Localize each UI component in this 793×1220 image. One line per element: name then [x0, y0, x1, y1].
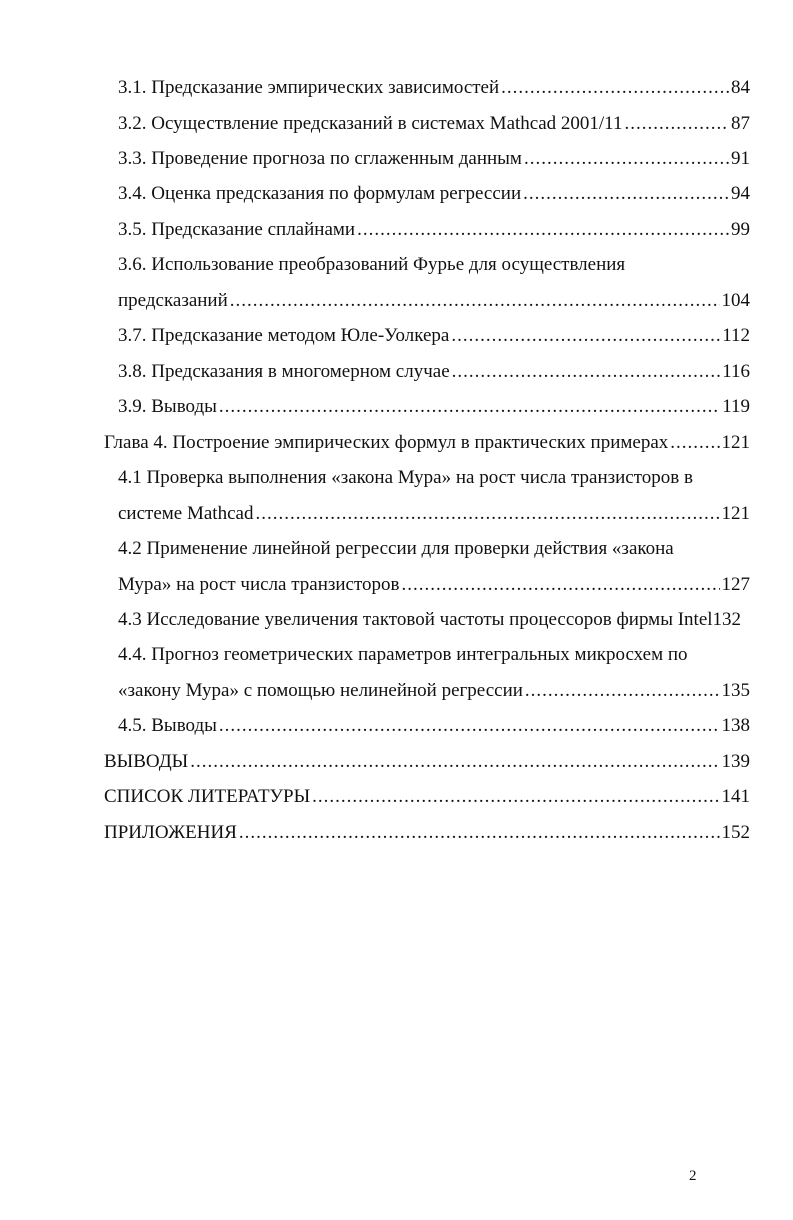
toc-entry-page: 116 — [722, 361, 750, 382]
toc-entry-page: 135 — [721, 680, 750, 701]
toc-leader-dots — [219, 395, 720, 419]
toc-entry[interactable] — [118, 502, 750, 526]
toc-entry[interactable] — [118, 147, 750, 171]
toc-entry-page: 138 — [721, 715, 750, 736]
toc-entry-title: 3.4. Оценка предсказания по формулам регрессии — [118, 183, 522, 204]
toc-entry-title-line2: системе Mathcad — [118, 503, 254, 524]
toc-leader-dots — [501, 76, 729, 100]
toc-entry-title-line1: 4.2 Применение линейной регрессии для проверки действия «закона — [118, 538, 674, 559]
toc-entry-title: 3.2. Осуществление предсказаний в системах Mathcad 2001/11 — [118, 113, 623, 134]
toc-entry[interactable] — [118, 608, 754, 632]
toc-leader-dots — [312, 785, 719, 809]
toc-leader-dots — [525, 679, 720, 703]
page-number: 2 — [689, 1168, 697, 1184]
toc-entry-page: 139 — [721, 751, 750, 772]
toc-entry-page: 121 — [721, 503, 750, 524]
toc-entry-title: 4.5. Выводы — [118, 715, 217, 736]
toc-entry-title-line1: 4.1 Проверка выполнения «закона Мура» на рост числа транзисторов в — [118, 467, 693, 488]
toc-entry-page: 99 — [731, 219, 750, 240]
toc-entry-page: 152 — [721, 822, 750, 843]
toc-entry-title: ВЫВОДЫ — [104, 751, 189, 772]
toc-entry-page: 141 — [721, 786, 750, 807]
toc-section-entry[interactable] — [104, 821, 750, 845]
toc-entry-page: 112 — [722, 325, 750, 346]
toc-entry-page: 84 — [731, 77, 750, 98]
toc-entry-title: 3.9. Выводы — [118, 396, 217, 417]
toc-entry[interactable] — [118, 573, 750, 597]
toc-entry-page: 94 — [731, 183, 750, 204]
toc-leader-dots — [190, 750, 719, 774]
toc-entry-title: 3.1. Предсказание эмпирических зависимостей — [118, 77, 500, 98]
toc-entry[interactable] — [118, 182, 750, 206]
toc-entry[interactable] — [118, 112, 750, 136]
toc-leader-dots — [624, 112, 729, 136]
toc-entry[interactable] — [118, 679, 750, 703]
toc-entry-title-line2: «закону Мура» с помощью нелинейной регрессии — [118, 680, 523, 701]
toc-entry-page: 121 — [721, 432, 750, 453]
toc-entry[interactable] — [118, 76, 750, 100]
toc-section-entry[interactable] — [104, 785, 750, 809]
toc-leader-dots — [524, 147, 729, 171]
toc-entry[interactable] — [118, 324, 750, 348]
toc-section-entry[interactable] — [104, 750, 750, 774]
toc-entry-title-line1: 4.4. Прогноз геометрических параметров интегральных микросхем по — [118, 644, 688, 665]
toc-leader-dots — [670, 431, 719, 455]
toc-chapter-entry[interactable] — [104, 431, 750, 455]
toc-entry-title: ПРИЛОЖЕНИЯ — [104, 822, 237, 843]
toc-entry-title: 3.7. Предсказание методом Юле-Уолкера — [118, 325, 450, 346]
toc-entry-title: Глава 4. Построение эмпирических формул в практических примерах — [104, 432, 669, 453]
toc-entry-title: 3.8. Предсказания в многомерном случае — [118, 361, 450, 382]
toc-entry-title: 4.3 Исследование увеличения тактовой частоты процессоров фирмы Intel — [118, 609, 713, 630]
toc-leader-dots — [402, 573, 720, 597]
toc-leader-dots — [452, 360, 721, 384]
toc-entry-page: 132 — [712, 609, 742, 630]
toc-entry-page: 91 — [731, 148, 750, 169]
toc-leader-dots — [219, 714, 720, 738]
toc-entry-page: 87 — [731, 113, 750, 134]
toc-leader-dots — [255, 502, 719, 526]
toc-entry-title-line2: Мура» на рост числа транзисторов — [118, 574, 400, 595]
toc-entry-title: СПИСОК ЛИТЕРАТУРЫ — [104, 786, 311, 807]
toc-entry-page: 127 — [721, 574, 750, 595]
toc-leader-dots — [451, 324, 720, 348]
toc-leader-dots — [230, 289, 720, 313]
toc-leader-dots — [357, 218, 729, 242]
toc-entry-title-line1: 3.6. Использование преобразований Фурье для осуществления — [118, 254, 626, 275]
toc-leader-dots — [239, 821, 720, 845]
toc-entry[interactable] — [118, 289, 750, 313]
toc-entry-page: 104 — [721, 290, 750, 311]
toc-entry[interactable] — [118, 395, 750, 419]
toc-entry[interactable] — [118, 714, 750, 738]
toc-entry-title: 3.5. Предсказание сплайнами — [118, 219, 356, 240]
toc-entry-page: 119 — [722, 396, 750, 417]
toc-leader-dots — [523, 182, 729, 206]
toc-entry[interactable] — [118, 218, 750, 242]
toc-entry[interactable] — [118, 360, 750, 384]
toc-entry-title-line2: предсказаний — [118, 290, 228, 311]
toc-entry-title: 3.3. Проведение прогноза по сглаженным данным — [118, 148, 522, 169]
